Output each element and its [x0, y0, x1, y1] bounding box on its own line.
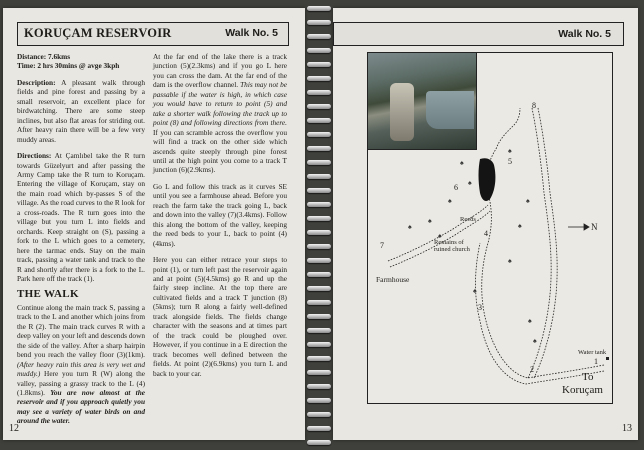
map-drawing	[368, 53, 612, 403]
tree-icon: ♠	[428, 218, 432, 225]
town-label: Koruçam	[562, 384, 603, 396]
walk-paragraph-1-bold-italic: You are now almost at the reservoir and if you approach quietly you may see a variety of water birds on and around the water.	[17, 387, 145, 426]
binding-ring	[307, 34, 331, 39]
tree-icon: ♠	[438, 233, 442, 240]
binding-ring	[307, 300, 331, 305]
water-tank-marker	[606, 357, 609, 360]
walk-paragraph-1-cont: Here you turn R (W) along the valley, passing a grassy track to the L (4)(1.8kms).	[17, 369, 146, 397]
tree-icon: ♠	[518, 223, 522, 230]
page-number-right: 13	[622, 423, 632, 434]
walk-title: KORUÇAM RESERVOIR	[24, 26, 172, 40]
reservoir	[479, 158, 496, 201]
distance: Distance: 7.6kms	[17, 52, 71, 61]
binding-ring	[307, 62, 331, 67]
binding-ring	[307, 342, 331, 347]
water-tank-label: Water tank	[578, 349, 607, 356]
tree-icon: ♠	[468, 180, 472, 187]
right-page	[333, 8, 638, 440]
binding-ring	[307, 202, 331, 207]
col2-p1-end: If you can scramble across the overflow you will find a track on the other side which ascends quite steeply through pine forest until at the high point you come to a track T junction (6)(2.9kms).	[153, 127, 287, 175]
binding-ring	[307, 272, 331, 277]
tree-icon: ♠	[408, 224, 412, 231]
binding-ring	[307, 146, 331, 151]
binding-ring	[307, 104, 331, 109]
binding-ring	[307, 412, 331, 417]
binding-ring	[307, 6, 331, 11]
col2-p1-start: At the far end of the lake there is a track junction (5)(2.3kms) and if you go L here you can cross the dam. At the far end of the dam is the overflow channel.	[153, 52, 287, 90]
point-2: 2	[530, 365, 534, 374]
tree-icon: ♠	[473, 288, 477, 295]
col2-p3: Here you can either retrace your steps to point (1), or turn left past the reservoir again and at point (5)(4.5kms) go R and up the fairly steep incline. At the top there are cultivated fields and a track T junction (8)(5kms); turn R along a fairly well-defined track alongside fields. The fields change character with the seasons and at times part of the track could be ploughed over. However, if you continue in a E direction the track becomes well defined between the fields. At point (2)(6.9kms) you turn L and back to your car.	[153, 255, 287, 378]
track-east-parallel	[534, 108, 557, 378]
tree-icon: ♠	[448, 198, 452, 205]
binding-ring	[307, 48, 331, 53]
route-map	[367, 52, 613, 404]
point-4: 4	[484, 229, 488, 238]
left-column-1	[17, 52, 145, 433]
track-east	[528, 108, 551, 378]
col2-p1-italic: This may not be passable if the water is high, in which case you would have to return to point (5) and take a shorter walk following the track up to point (8) and following directions from there.	[153, 80, 287, 128]
farmhouse-label: Farmhouse	[376, 275, 410, 284]
tree-icon: ♠	[460, 160, 464, 167]
binding-ring	[307, 216, 331, 221]
point-1: 1	[594, 357, 598, 366]
col2-p2: Go L and follow this track as it curves SE until you see a farmhouse ahead. Before you reach the farm take the track going L, back and down into the valley (7)(3.4kms). Follow this along the bottom of the valley, keeping the reed beds to your L, back to point (4)(4kms).	[153, 181, 287, 248]
page-header	[17, 22, 289, 46]
track-main-parallel	[476, 243, 605, 384]
binding-ring	[307, 20, 331, 25]
page-header	[333, 22, 624, 46]
left-page	[3, 8, 305, 440]
binding-ring	[307, 76, 331, 81]
spiral-binding	[306, 0, 332, 450]
binding-ring	[307, 132, 331, 137]
binding-ring	[307, 398, 331, 403]
walk-number: Walk No. 5	[558, 28, 611, 40]
point-3: 3	[478, 303, 482, 312]
binding-ring	[307, 356, 331, 361]
binding-ring	[307, 188, 331, 193]
walk-paragraph-1-italic: (After heavy rain this area is very wet and muddy.)	[17, 359, 145, 379]
point-8: 8	[532, 101, 536, 110]
binding-ring	[307, 440, 331, 445]
tree-icon: ♠	[508, 148, 512, 155]
left-column-2	[153, 52, 287, 385]
page-number-left: 12	[9, 423, 19, 434]
the-walk-heading: THE WALK	[17, 288, 79, 301]
binding-ring	[307, 118, 331, 123]
walk-number: Walk No. 5	[225, 27, 278, 39]
description-text: A pleasant walk through fields and pine forest and passing by a small reservoir, an excellent place for birdwatching. There are some steep inclines, but also flat areas for striding out. After heavy rain there will be a few very muddy areas.	[17, 77, 145, 144]
binding-ring	[307, 174, 331, 179]
time: Time: 2 hrs 30mins @ avge 3kph	[17, 61, 120, 71]
description-label: Description:	[17, 77, 56, 87]
binding-ring	[307, 258, 331, 263]
binding-ring	[307, 370, 331, 375]
track-north	[496, 108, 520, 149]
to-label: To	[582, 371, 594, 383]
binding-ring	[307, 426, 331, 431]
point-6: 6	[454, 183, 458, 192]
binding-ring	[307, 90, 331, 95]
binding-ring	[307, 244, 331, 249]
tree-icon: ♠	[528, 318, 532, 325]
binding-ring	[307, 384, 331, 389]
binding-ring	[307, 286, 331, 291]
binding-ring	[307, 328, 331, 333]
point-7: 7	[380, 241, 384, 250]
tree-icon: ♠	[526, 198, 530, 205]
tree-icon: ♠	[508, 258, 512, 265]
north-label: N	[591, 222, 598, 232]
binding-ring	[307, 314, 331, 319]
directions-text: At Çamlıbel take the R turn towards Güzelyurt and after passing the Army Camp take the R turn to Koruçam. Entering the village of Koruçam, stay on the main road which by-passes S of the village. As the road curves to the R look for a cross-roads. The R turn goes into the village but you turn L into fields and orchards. Keep straight on (S), passing a fork to the L which goes to a cemetery, here the tarmac ends. Stay on the main track, passing a water tank and track to the R and shortly after there is a fork to the L. Park here off the track (1).	[17, 151, 146, 283]
walk-paragraph-1: Continue along the main track S, passing a track to the L and another which joins from the R (2). The main track curves R with a deep valley on your left and descends down the side of the valley. After a sharp hairpin bend you reach the valley floor (3)(1km).	[17, 302, 145, 360]
point-5: 5	[508, 157, 512, 166]
tree-icon: ♠	[533, 338, 537, 345]
north-arrow-head	[584, 224, 589, 230]
binding-ring	[307, 230, 331, 235]
directions-label: Directions:	[17, 151, 52, 161]
binding-ring	[307, 160, 331, 165]
ruined-church-label: Remains of ruined church	[434, 239, 470, 253]
reeds-label: Reeds	[460, 216, 476, 223]
